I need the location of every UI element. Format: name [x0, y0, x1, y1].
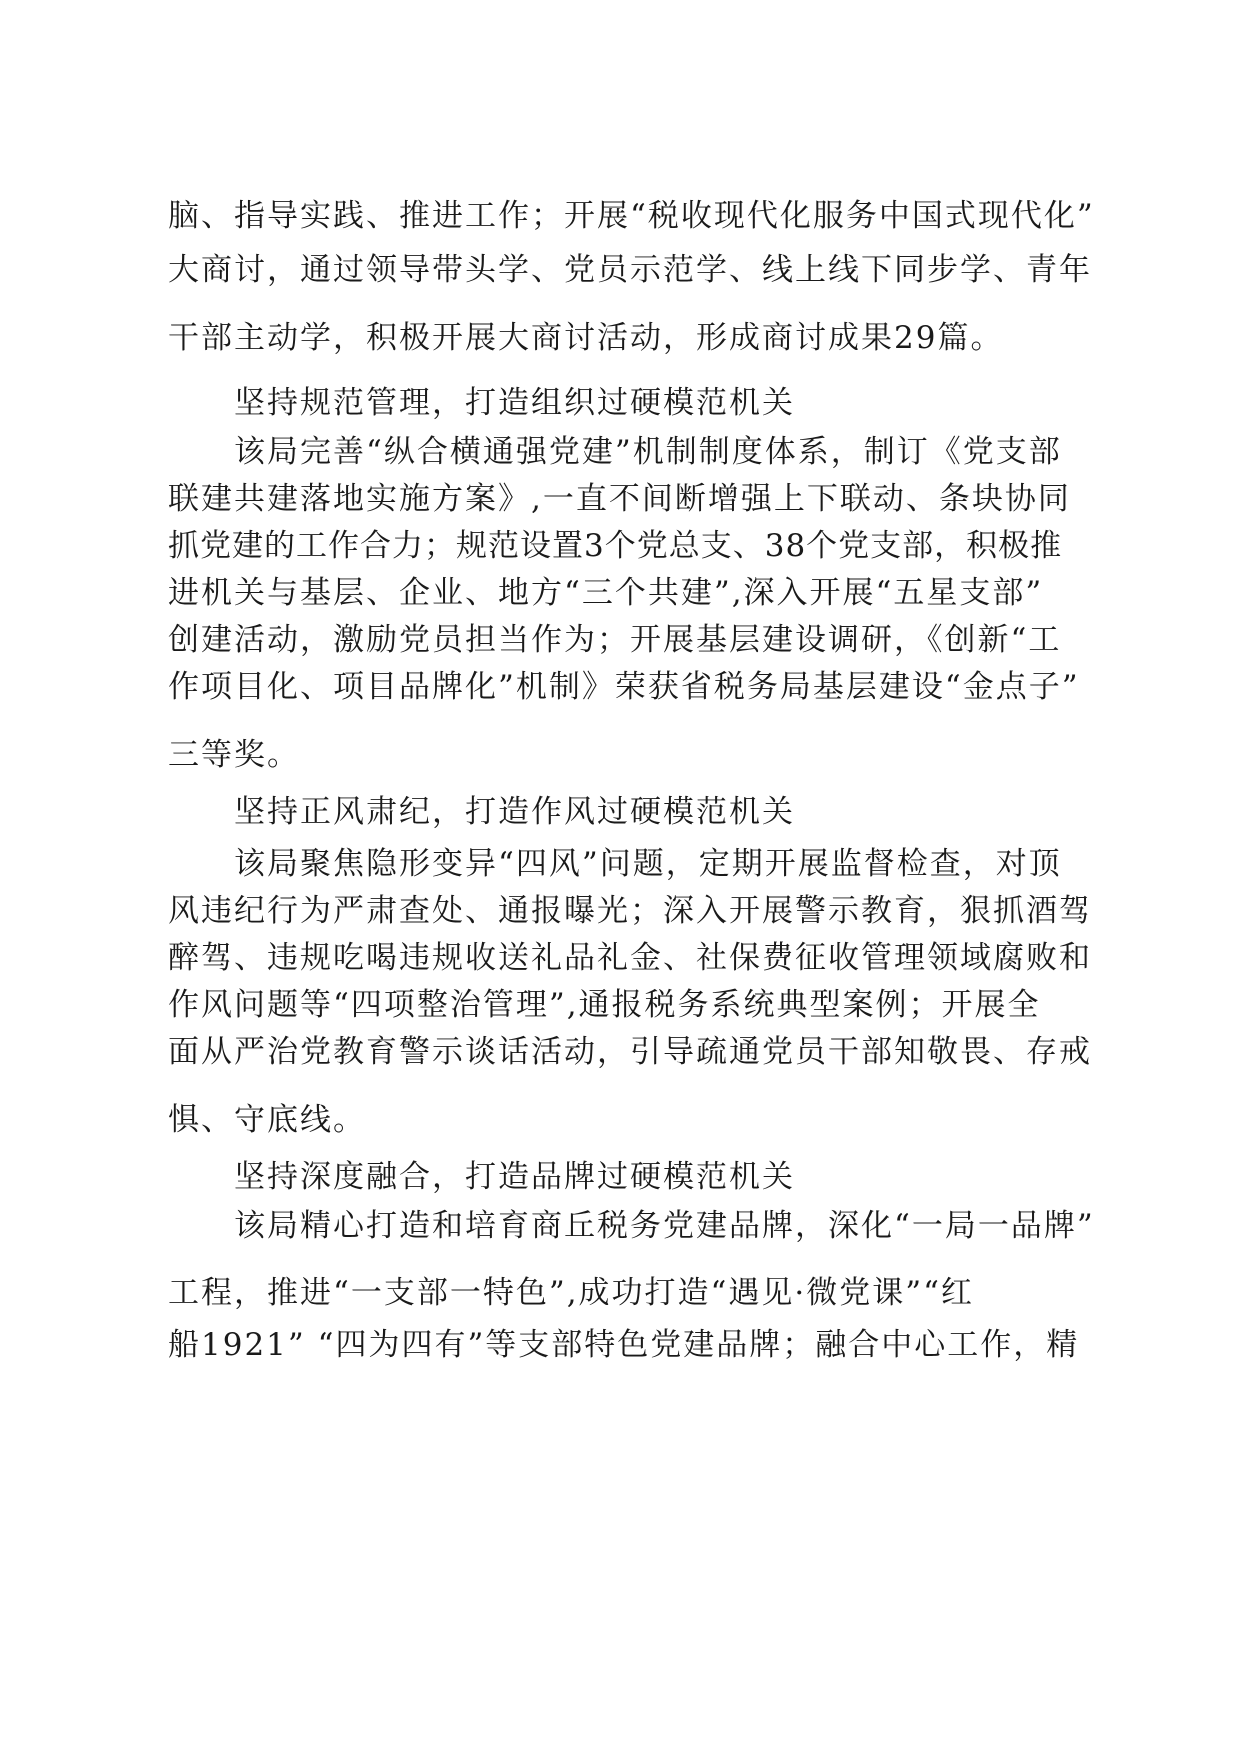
text-line-22: 船1921” “四为四有”等支部特色党建品牌；融合中心工作，精: [168, 1327, 1080, 1363]
text-line-18: 惧、守底线。: [168, 1102, 366, 1138]
text-line-3: 干部主动学，积极开展大商讨活动，形成商讨成果29篇。: [168, 320, 1004, 356]
text-line-1: 脑、指导实践、推进工作；开展“税收现代化服务中国式现代化”: [168, 198, 1095, 234]
text-line-16: 作风问题等“四项整治管理”,通报税务系统典型案例；开展全: [168, 987, 1041, 1023]
text-line-13: 该局聚焦隐形变异“四风”问题，定期开展监督检查，对顶: [234, 846, 1062, 882]
section-heading-conduct: 坚持正风肃纪，打造作风过硬模范机关: [234, 794, 795, 830]
text-line-15: 醉驾、违规吃喝违规收送礼品礼金、社保费征收管理领域腐败和: [168, 940, 1092, 976]
text-line-21: 工程，推进“一支部一特色”,成功打造“遇见·微党课”“红: [168, 1275, 974, 1311]
text-line-10: 作项目化、项目品牌化”机制》荣获省税务局基层建设“金点子”: [168, 669, 1080, 705]
text-line-17: 面从严治党教育警示谈话活动，引导疏通党员干部知敬畏、存戒: [168, 1034, 1092, 1070]
section-heading-brand: 坚持深度融合，打造品牌过硬模范机关: [234, 1159, 795, 1195]
text-line-20: 该局精心打造和培育商丘税务党建品牌，深化“一局一品牌”: [234, 1208, 1095, 1244]
text-line-8: 进机关与基层、企业、地方“三个共建”,深入开展“五星支部”: [168, 575, 1044, 611]
section-heading-organization: 坚持规范管理，打造组织过硬模范机关: [234, 385, 795, 421]
text-line-7: 抓党建的工作合力；规范设置3个党总支、38个党支部，积极推: [168, 528, 1063, 564]
text-line-2: 大商讨，通过领导带头学、党员示范学、线上线下同步学、青年: [168, 252, 1092, 288]
text-line-5: 该局完善“纵合横通强党建”机制制度体系，制订《党支部: [234, 434, 1062, 470]
text-line-14: 风违纪行为严肃查处、通报曝光；深入开展警示教育，狠抓酒驾: [168, 893, 1092, 929]
text-line-9: 创建活动，激励党员担当作为；开展基层建设调研，《创新“工: [168, 622, 1062, 658]
text-line-6: 联建共建落地实施方案》,一直不间断增强上下联动、条块协同: [168, 481, 1071, 517]
text-line-11: 三等奖。: [168, 737, 300, 773]
